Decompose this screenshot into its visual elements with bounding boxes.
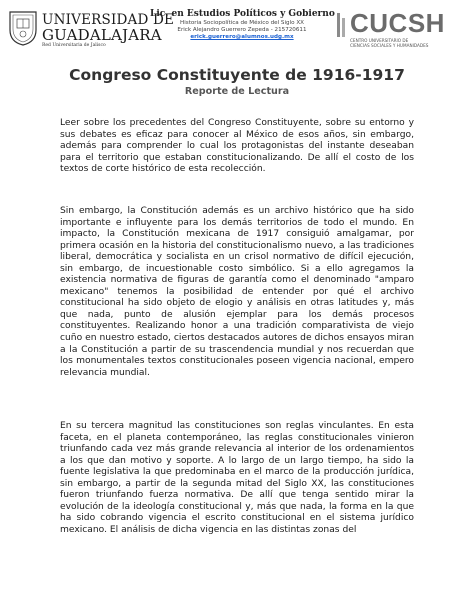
- paragraph-2: Sin embargo, la Constitución además es un archivo histórico que ha sido importante e influyente para los demás territorios de todo el mundo. En impacto, la Constitución mexicana de 1917 consiguió amalgamar, por primera ocasión en la historia del constitucionalismo nuevo, a las tradiciones liberal, democrática y socialista en un crisol normativo de difícil ejecución, sin embargo, de incuestionable costo simbólico. Si a ello agregamos la existencia normativa de figuras de garantía como el denominado "amparo mexicano" tenemos la posibilidad de entender por qué el archivo constitucional ha sido objeto de elogio y análisis en otras latitudes y, más que nada, punto de alusión ejemplar para los demás procesos constituyentes. Realizando honor a una tradición comparativista de viejo cuño en nuestro estado, ciertos destacados autores de dichos ensayos miran a la Constitución a partir de su trascendencia mundial y nos recuerdan que los monumentales textos constitucionales poseen vigencia nacional, empero relevancia mundial.: [60, 206, 414, 378]
- cucsh-logo: [336, 10, 468, 50]
- center-full-line2: CIENCIAS SOCIALES Y HUMANIDADES: [350, 43, 429, 48]
- student-name: Erick Alejandro Guerrero Zepeda - 215720611: [177, 27, 307, 33]
- university-name-line2: GUADALAJARA: [42, 26, 162, 44]
- university-name-line1: UNIVERSIDAD DE: [42, 12, 175, 28]
- university-seal-icon: [8, 10, 38, 46]
- program-name: Lic. en Estudios Políticos y Gobierno: [150, 9, 335, 19]
- header-info: [150, 9, 334, 40]
- university-subtitle: Red Universitaria de Jalisco: [42, 43, 106, 48]
- document-title: Congreso Constituyente de 1916-1917: [69, 66, 405, 84]
- center-full-line1: CENTRO UNIVERSITARIO DE: [350, 38, 409, 43]
- cucsh-mark-icon: [336, 12, 348, 38]
- paragraph-3: En su tercera magnitud las constituciones son reglas vinculantes. En esta faceta, en el planeta contemporáneo, las reglas constitucionales vinieron triunfando cada vez más grande relevancia al interior de los ordenamientos a los que dan motivo y soporte. A lo largo de un largo tiempo, ha sido la fuente legislativa la que predominaba en el marco de la producción jurídica, sin embargo, a partir de la segunda mitad del Siglo XX, las constituciones fueron triunfando fuerza normativa. De allí que tenga sentido mirar la evolución de la ideología constitucional y, más que nada, la forma en la que ha sido cobrando vigencia el escrito constitucional en el sistema jurídico mexicano. El análisis de dicha vigencia en las distintas zonas del: [60, 421, 414, 535]
- center-full-name: [350, 38, 428, 48]
- paragraph-1: Leer sobre los precedentes del Congreso Constituyente, sobre su entorno y sus debates es eficaz para conocer al México de esos años, sin embargo, además para comprender lo cual los protagonistas del instante deseaban para el territorio que estaban constitucionalizando. De allí el costo de los textos de corte histórico de esta recolección.: [60, 118, 414, 175]
- email-link[interactable]: erick.guerrero@alumnos.udg.mx: [190, 34, 294, 40]
- page-header: [0, 0, 474, 62]
- document-subtitle: Reporte de Lectura: [184, 86, 290, 97]
- center-acronym: CUCSH: [350, 8, 445, 38]
- udg-logo: [8, 10, 175, 50]
- course-name: Historia Sociopolítica de México del Siglo XX: [180, 20, 304, 26]
